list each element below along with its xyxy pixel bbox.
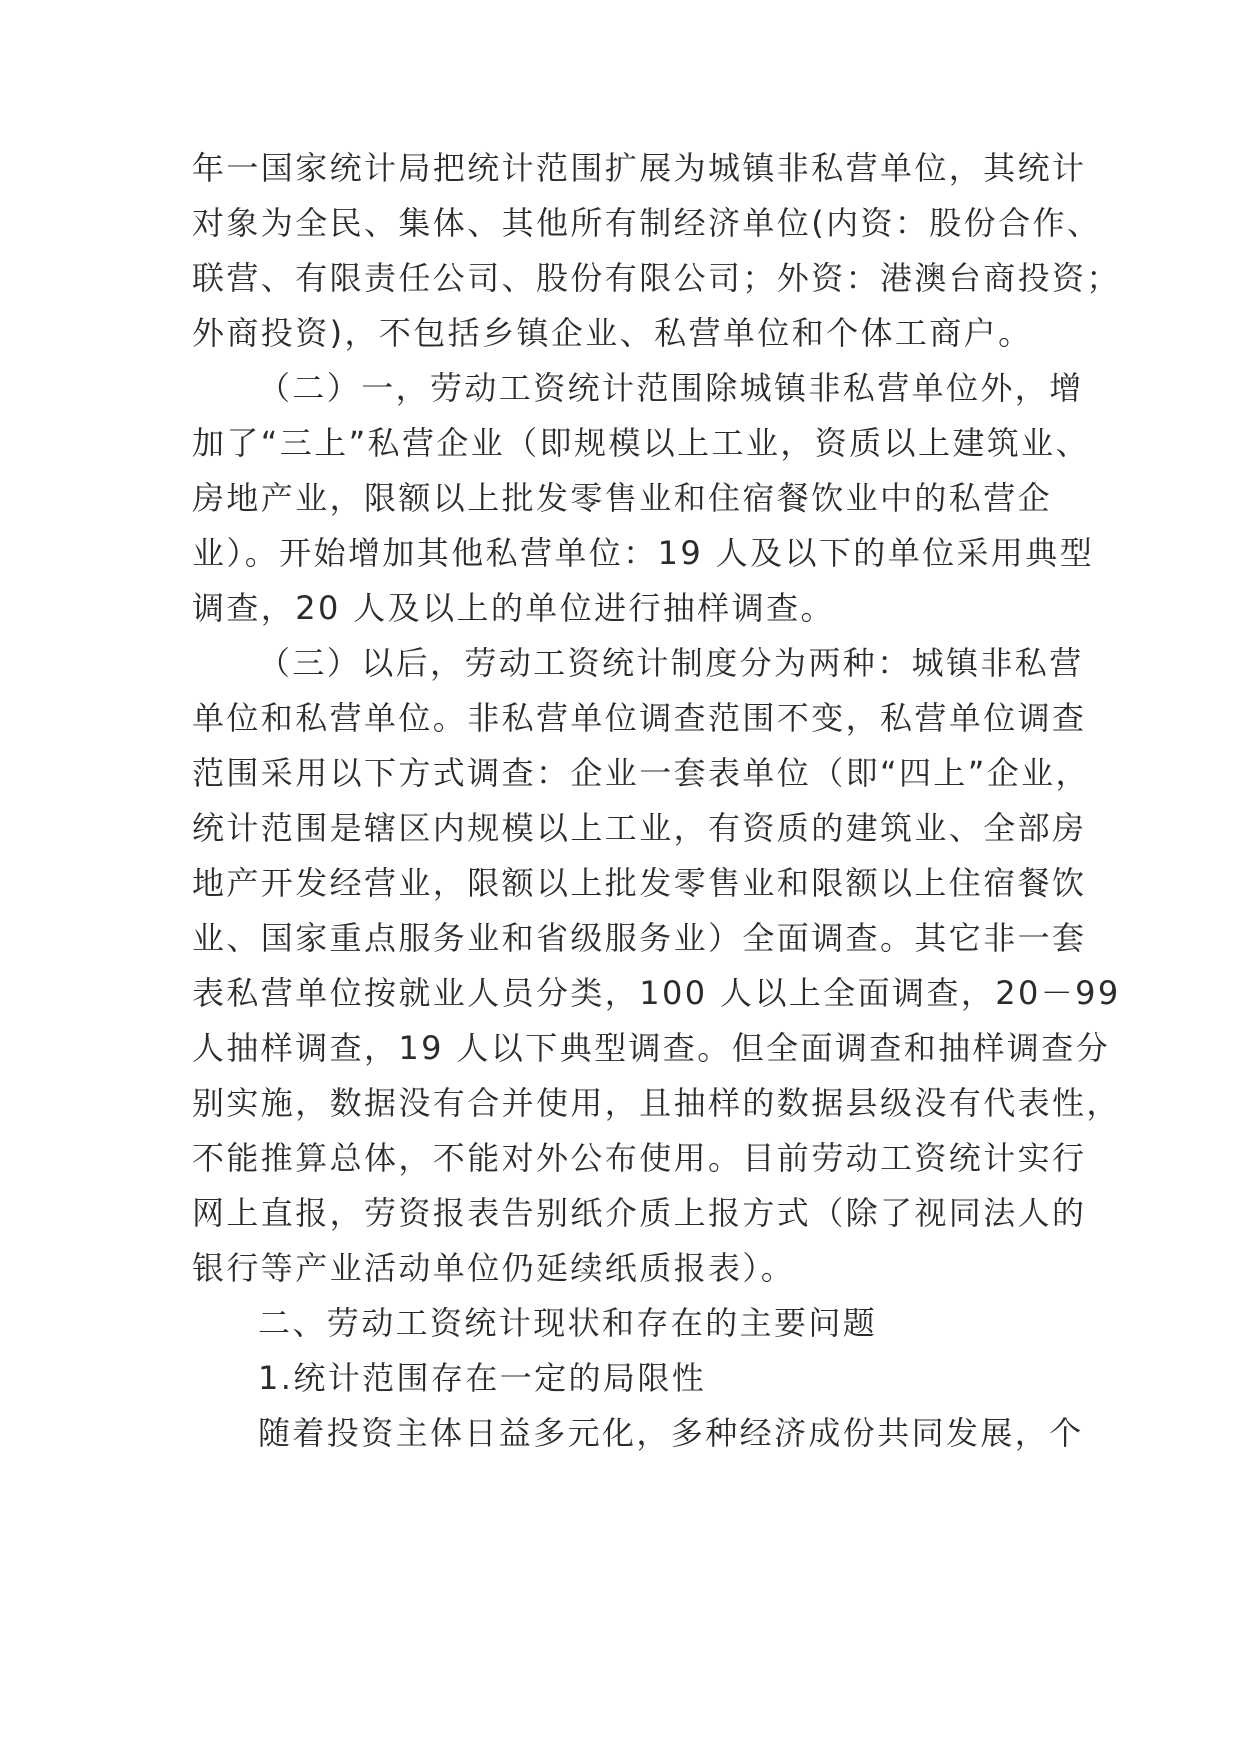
paragraph-line: 地产开发经营业，限额以上批发零售业和限额以上住宿餐饮	[192, 864, 1087, 902]
paragraph-line: 人抽样调查，19 人以下典型调查。但全面调查和抽样调查分	[192, 1029, 1111, 1067]
paragraph-line: 联营、有限责任公司、股份有限公司；外资：港澳台商投资；	[192, 259, 1121, 297]
paragraph-line: 房地产业，限额以上批发零售业和住宿餐饮业中的私营企	[192, 479, 1053, 517]
paragraph-line: 外商投资)，不包括乡镇企业、私营单位和个体工商户。	[192, 314, 1033, 352]
paragraph-line: 统计范围是辖区内规模以上工业，有资质的建筑业、全部房	[192, 809, 1087, 847]
paragraph-line: 调查，20 人及以上的单位进行抽样调查。	[192, 589, 835, 627]
section-heading: 二、劳动工资统计现状和存在的主要问题	[258, 1304, 878, 1342]
paragraph-line: 业）。开始增加其他私营单位：19 人及以下的单位采用典型	[192, 534, 1095, 572]
paragraph-line: （二）一，劳动工资统计范围除城镇非私营单位外，增	[258, 369, 1084, 407]
paragraph-line: （三）以后，劳动工资统计制度分为两种：城镇非私营	[258, 644, 1084, 682]
paragraph-line: 随着投资主体日益多元化，多种经济成份共同发展，个	[258, 1414, 1084, 1452]
paragraph-line: 对象为全民、集体、其他所有制经济单位(内资：股份合作、	[192, 204, 1102, 242]
paragraph-line: 业、国家重点服务业和省级服务业）全面调查。其它非一套	[192, 919, 1087, 957]
paragraph-line: 不能推算总体，不能对外公布使用。目前劳动工资统计实行	[192, 1139, 1087, 1177]
paragraph-line: 别实施，数据没有合并使用，且抽样的数据县级没有代表性，	[192, 1084, 1121, 1122]
paragraph-line: 范围采用以下方式调查：企业一套表单位（即“四上”企业，	[192, 754, 1090, 792]
paragraph-line: 网上直报，劳资报表告别纸介质上报方式（除了视同法人的	[192, 1194, 1087, 1232]
paragraph-line: 银行等产业活动单位仍延续纸质报表）。	[192, 1249, 796, 1287]
paragraph-line: 表私营单位按就业人员分类，100 人以上全面调查，20－99	[192, 974, 1121, 1012]
paragraph-line: 加了“三上”私营企业（即规模以上工业，资质以上建筑业、	[192, 424, 1090, 462]
subsection-heading: 1.统计范围存在一定的局限性	[258, 1359, 707, 1397]
paragraph-line: 单位和私营单位。非私营单位调查范围不变，私营单位调查	[192, 699, 1087, 737]
paragraph-line: 年一国家统计局把统计范围扩展为城镇非私营单位，其统计	[192, 149, 1087, 187]
